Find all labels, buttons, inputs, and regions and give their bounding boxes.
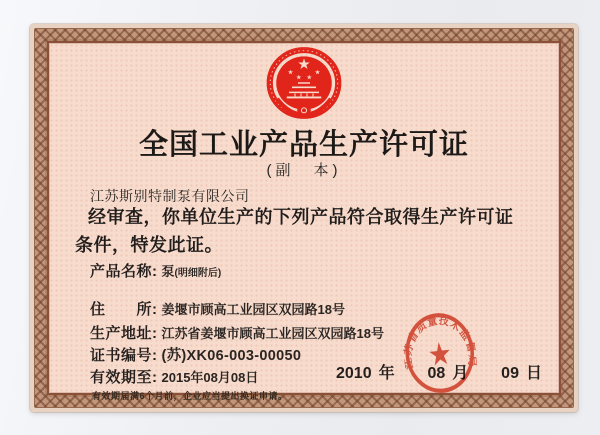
issue-date-year <box>336 360 395 383</box>
field-certificate-number <box>90 344 301 365</box>
company-name: 江苏斯别特制泵有限公司 <box>90 188 250 204</box>
svg-text:江苏省质量技术监督局 <box>400 309 480 376</box>
renewal-note: 有效期届满6个月前，企业应当提出换证申请。 <box>92 391 288 401</box>
statement-paragraph <box>75 203 545 259</box>
certificate-title: 全国工业产品生产许可证 <box>138 129 469 161</box>
field-value-note: (明细附后) <box>174 268 222 279</box>
issue-year-value: 2010 <box>336 365 372 382</box>
official-seal-icon <box>400 307 481 403</box>
field-valid-until <box>90 366 258 387</box>
china-national-emblem-icon <box>267 47 342 124</box>
field-label: 证书编号: <box>90 347 158 364</box>
field-label: 生产地址: <box>90 325 158 342</box>
statement-line-1: 经审查，你单位生产的下列产品符合取得生产许可证 <box>88 207 514 227</box>
field-address <box>90 298 345 319</box>
field-value: 泵 <box>161 264 175 279</box>
field-value: 江苏省姜堰市顾高工业园区双园路18号 <box>161 326 384 341</box>
field-value: (苏)XK06-003-00050 <box>161 348 302 364</box>
certificate-subtitle: (副 本) <box>266 162 342 179</box>
field-label: 产品名称: <box>90 263 158 280</box>
issue-month-value: 08 <box>427 365 446 382</box>
field-value: 2015年08月08日 <box>161 370 259 385</box>
issue-day-unit: 日 <box>525 365 542 382</box>
issue-day-value: 09 <box>501 365 519 382</box>
issue-year-unit: 年 <box>378 365 395 382</box>
statement-line-2: 条件，特发此证。 <box>75 235 223 255</box>
certificate <box>30 24 578 412</box>
issue-month-unit: 月 <box>452 365 469 382</box>
issue-date-day <box>501 360 542 383</box>
field-label: 有效期至: <box>90 369 158 386</box>
field-production-address <box>90 322 384 343</box>
field-product-name <box>90 260 221 281</box>
seal-text: 江苏省质量技术监督局 <box>402 313 478 371</box>
field-value: 姜堰市顾高工业园区双园路18号 <box>161 302 345 317</box>
field-label: 住 所: <box>90 301 158 318</box>
